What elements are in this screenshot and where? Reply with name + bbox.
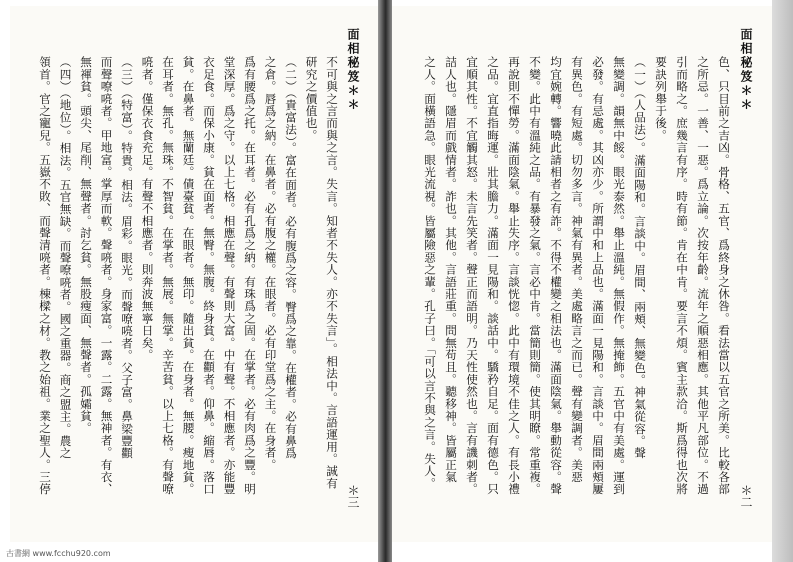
text-column: （二）（貴富法）。富在面者。必有腹爲之容。臀爲之靠。在權者。必有鼻爲 (284, 56, 298, 460)
right-page-number: ＊二 (739, 484, 753, 508)
text-column: 再說則不憚勞。滿面陰氣。舉止失序。言談恍惚。此中有環境不佳之人。有長小禮 (507, 56, 521, 496)
text-column: 之所忌。一善、一惡。爲立論。次按年齡。流年之順惡相應。其他平凡部位。不過 (696, 56, 710, 496)
text-column: 不可與之言而與之言。失言。知者不失人。亦不失言」。相法中。言語運用。誠有 (325, 56, 339, 490)
left-page (10, 6, 378, 542)
left-page-number: ＊三 (346, 484, 360, 508)
text-column: 均宜婉轉。響曉此請相者之有詐。不得不權變之相法也。滿面陰氣。舉動從容。聲 (549, 56, 563, 496)
text-column: 領首。官之寵兒。五嶽不敗、而聲清喨者。棟樑之材。教之始祖。業之聖人。三停 (38, 56, 52, 496)
text-column: 之人。面橫語急。眼光流視。皆屬險惡之輩。孔子曰。「可以言不與之言。失人。 (423, 56, 437, 490)
text-column: 必發。有忌處。其凶亦少。所謂中和上品也。滿面一見陽和。言談中。眉間兩頰屢 (591, 56, 605, 496)
page-edge (772, 0, 793, 562)
text-column: 衣足食。而保小康。貧在面者。無臀。無腹。終身貧。在顴者。仰鼻。縮唇。落口 (202, 56, 216, 496)
text-column: 之倉。唇爲之納。在鼻者。必有腹之權。在眼者。必有印堂爲之主。在身者。 (263, 56, 278, 471)
book-gutter (378, 0, 392, 562)
right-page (392, 6, 772, 542)
text-column: 無變調。韻無中餒。眼光泰然。舉止溫純。無假作。無掩飾。五官中有美處。運到 (612, 56, 626, 496)
text-column: 色、只目前之吉凶。骨格、五官、爲終身之休咎。看法當以五官之所美。比較各部 (717, 56, 731, 496)
text-column: 宜順其性。不宜觸其怒。未言先笑者。聲正而語明。乃天性使然也。言有譏刺者。 (465, 56, 479, 496)
text-column: 爲有腰爲之托。在耳者。必有孔爲之納。有珠爲之固。在掌者。必有肉爲之豐。明 (243, 56, 257, 496)
text-column: 喨者。僅保衣食充足。有聲不相應者。則奔波無寧日矣。 (140, 56, 155, 361)
text-column: 之品。宜直指晦運。壯其膽力。滿面一見陽和。談話中。驕矜自足。面有德色。只 (486, 56, 500, 496)
text-column: 要訣列舉于後。 (654, 56, 668, 142)
left-page-title: 面相秘笈＊＊ (346, 28, 360, 112)
right-page-title: 面相秘笈＊＊ (739, 28, 753, 112)
footer-watermark: 古書網 www.fcchu920.com (6, 549, 111, 558)
text-column: 引而略之。庶幾言有序。時有節。肯在中肯。要言不煩。賓主款洽。斯爲得也次將 (675, 56, 689, 496)
text-column: 無褌貧。頭尖、尾削、無聲者。討乞貧。無股瘦面、無聲者。孤孀貧。 (79, 56, 93, 435)
text-column: （三）（特富）。特貴。相法。眉彩。眼光。而聲嘹喨者。父子富。鼻梁豐顴 (120, 56, 134, 460)
text-column: 不變。此中有溫純之品。有暴發之氣。言必中肯。當簡則簡。使其明瞭。常重複。 (528, 56, 542, 496)
text-column: 在耳者。無孔。無珠。不智貧。在掌者。無展。無掌。辛苦貧。以上七格。有聲嘹 (161, 56, 175, 496)
text-column: 貧。在鼻者。無蘭廷。債臺貧。在眼者。無印。隨出貧。在身者。無腰。瘦地貧。 (181, 56, 196, 496)
text-column: 研究之價值也。 (304, 56, 319, 142)
text-column: 詰人也。隱眉而戲情者。詐也。其他。言語莊重。問無苟且。聽移神。皆屬正氣 (444, 56, 458, 483)
text-column: 有異色。有短處。切勿多言。神氣有異者。美處略言之而已。聲有變調者。美惡 (570, 56, 584, 483)
text-column: （一）（人品法）。滿面陽和。言談中。眉間、兩頰、無變色。神氣從容。聲 (633, 56, 647, 460)
text-column: 而聲嘹喨者。甲地富。掌厚而軟。聲喨者。身家富。一露。二露。無神者。有衣、 (99, 56, 114, 496)
text-column: 堂深厚。爲之守。以上七格。相應在聲。有聲則大富。中有聲。不相應者。亦能豐 (222, 56, 237, 496)
text-column: （四）（地位）。相法。五官無缺。而聲嘹喨者。國之重器。商之盟主。農之 (58, 56, 73, 460)
